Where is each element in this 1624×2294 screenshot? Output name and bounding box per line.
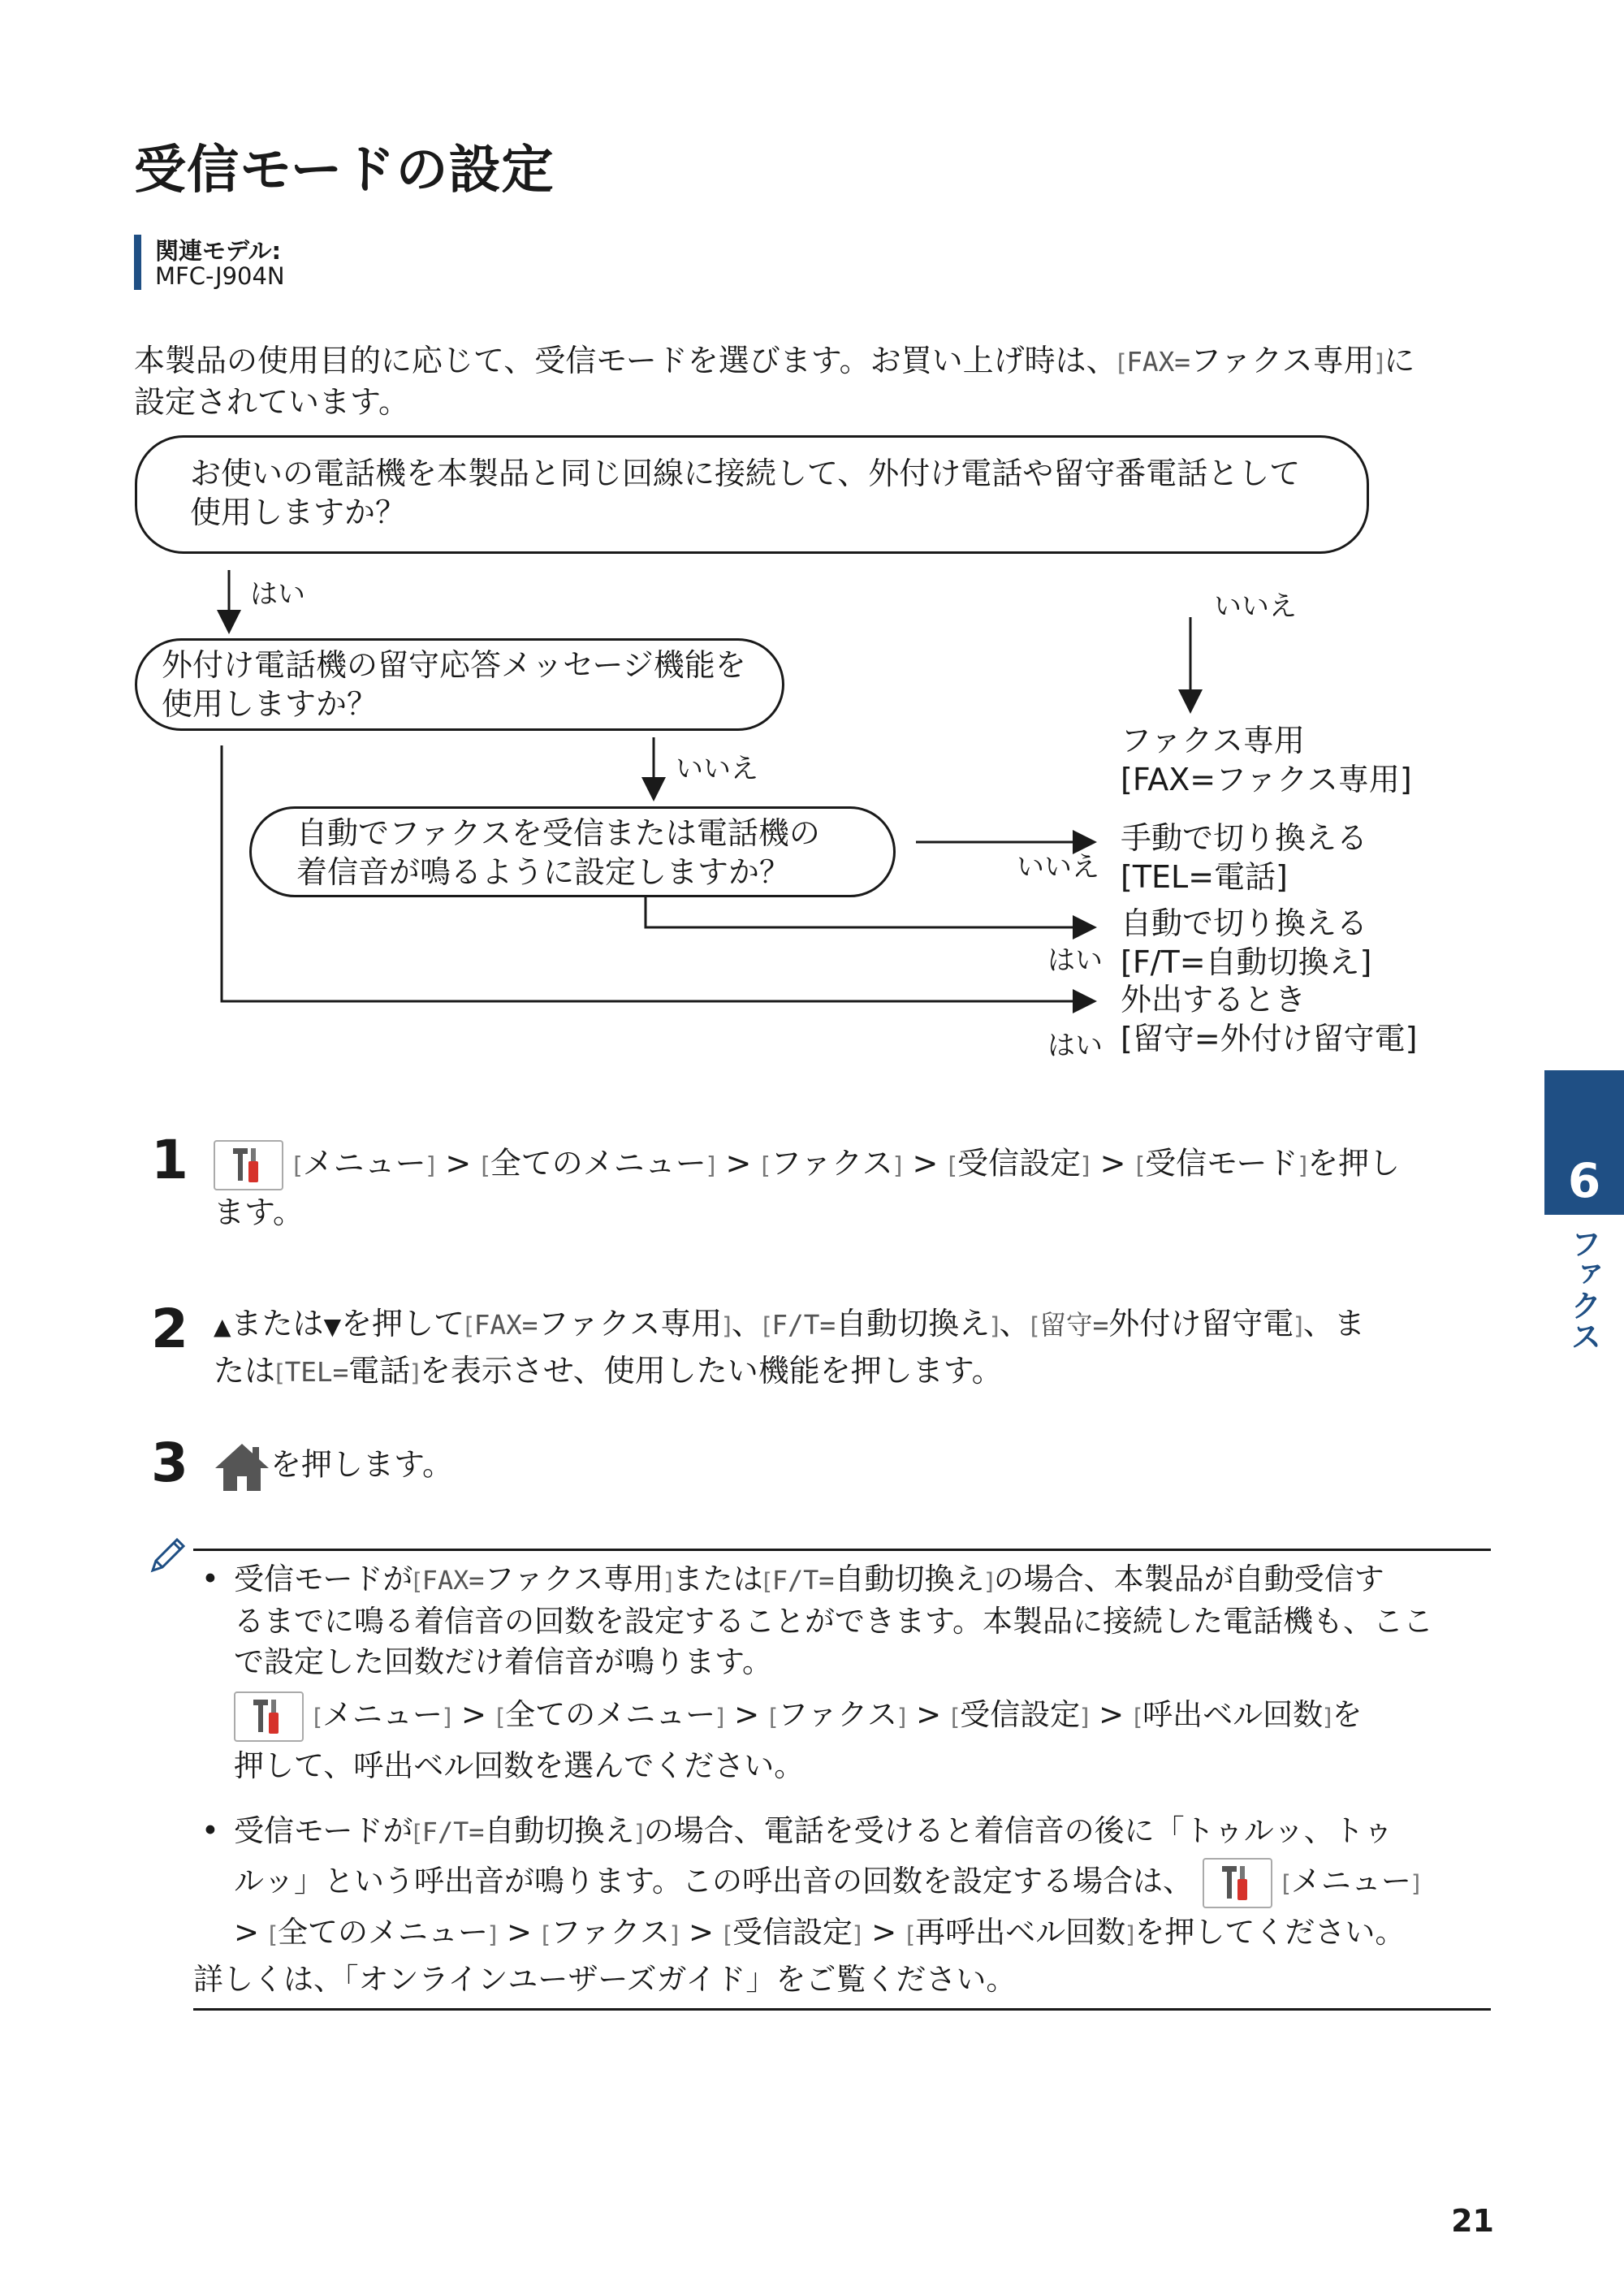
step-text-2: ▲または▼を押して[FAX=ファクス専用]、[F/T=自動切換え]、[留守=外付け留守電]、ま たは[TEL=電話]を表示させ、使用したい機能を押します。 [214,1306,1365,1389]
page-title: 受信モードの設定 [134,140,555,201]
bullet: • [201,1813,219,1848]
no-label-3: いいえ [1017,851,1099,883]
no-label-1: いいえ [1214,590,1297,623]
result-ft: 自動で切り換える [F/T=自動切換え] [1121,905,1372,980]
question-box-1: お使いの電話機を本製品と同じ回線に接続して、外付け電話や留守番電話として 使用しますか？ [135,435,1369,554]
question-box-2: 外付け電話機の留守応答メッセージ機能を 使用しますか？ [135,638,784,731]
yes-label-3: はい [1047,944,1103,977]
note-bottom-rule [193,2008,1491,2011]
step-text-3: を押します。 [214,1441,1497,1493]
note-bullet-1: • 受信モードが[FAX=ファクス専用]または[F/T=自動切換え]の場合、本製品が自動受信す るまでに鳴る着信音の回数を設定することができます。本製品に接続した電話機も、ここ で設定した回数だけ着信音が鳴ります。 [201,1559,1501,1683]
step-number-1: 1 [151,1129,188,1191]
note-footer: 詳しくは、「オンラインユーザーズガイド」をご覧ください。 [193,1962,1017,1997]
step-number-3: 3 [151,1432,188,1494]
step-text-1: [メニュー] > [全てのメニュー] > [ファクス] > [受信設定] > [受信モード]を押し ます。 [214,1140,1497,1234]
pencil-note-icon [146,1535,188,1577]
question-box-3: 自動でファクスを受信または電話機の 着信音が鳴るように設定しますか？ [249,806,896,897]
down-arrow-icon: ▼ [323,1313,342,1340]
result-tel: 手動で切り換える [TEL=電話] [1121,820,1368,895]
intro-paragraph: 本製品の使用目的に応じて、受信モードを選びます。お買い上げ時は、[FAX=ファクス専用]に 設定されています。 [134,343,1415,420]
page-number: 21 [1451,2203,1494,2239]
result-fax-only: ファクス専用 [FAX=ファクス専用] [1121,723,1412,797]
yes-label-2: はい [1047,1030,1103,1062]
settings-tools-icon[interactable] [214,1140,283,1190]
yes-label-1: はい [250,578,305,611]
step-number-2: 2 [151,1298,188,1360]
settings-tools-icon[interactable] [234,1691,304,1742]
up-arrow-icon: ▲ [214,1313,231,1340]
bullet: • [201,1562,219,1596]
home-icon[interactable] [214,1441,270,1493]
settings-tools-icon[interactable] [1203,1858,1272,1908]
related-model-name: MFC-J904N [155,262,285,290]
chapter-number: 6 [1567,1153,1601,1208]
no-label-2: いいえ [676,753,758,785]
result-answering: 外出するとき [留守=外付け留守電] [1121,982,1418,1056]
note-top-rule [193,1549,1491,1551]
related-model-label: 関連モデル: [155,237,282,265]
note-bullet-2: • 受信モードが[F/T=自動切換え]の場合、電話を受けると着信音の後に「トゥルッ、トゥ ルッ」という呼出音が鳴ります。この呼出音の回数を設定する場合は、 [メニュー] > [全てのメニュー] > [ファクス] > [受信設定] > [再呼出ベル回数]を押してください。 [201,1807,1501,1959]
chapter-label: ファクス [1566,1228,1601,1351]
note-path-1: [メニュー] > [全てのメニュー] > [ファクス] > [受信設定] > [呼出ベル回数]を 押して、呼出ベル回数を選んでください。 [234,1691,1501,1791]
